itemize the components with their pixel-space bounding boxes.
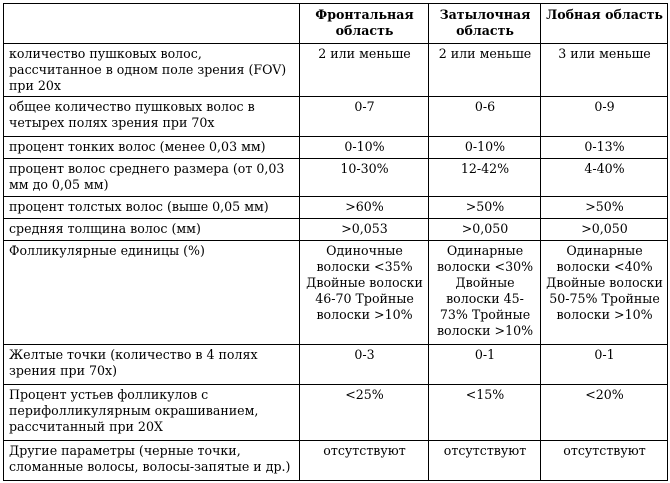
table-row — [4, 241, 668, 345]
row-label: Другие параметры (черные точки, сломанные волосы, волосы-запятые и др.) — [4, 441, 300, 481]
row-label: Фолликулярные единицы (%) — [4, 241, 300, 345]
cell-forehead: 3 или меньше — [541, 44, 668, 97]
cell-frontal: >60% — [300, 197, 429, 219]
cell-frontal: 2 или меньше — [300, 44, 429, 97]
cell-frontal: >0,053 — [300, 219, 429, 241]
cell-occipital: >0,050 — [429, 219, 541, 241]
row-label: средняя толщина волос (мм) — [4, 219, 300, 241]
table-row — [4, 159, 668, 197]
cell-occipital: >50% — [429, 197, 541, 219]
cell-frontal: 10-30% — [300, 159, 429, 197]
cell-occipital: 0-6 — [429, 97, 541, 137]
cell-forehead: 4-40% — [541, 159, 668, 197]
table-header-row — [4, 4, 668, 44]
row-label: процент тонких волос (менее 0,03 мм) — [4, 137, 300, 159]
cell-forehead: 0-1 — [541, 345, 668, 385]
row-label: количество пушковых волос, рассчитанное в одном поле зрения (FOV) при 20x — [4, 44, 300, 97]
table-row — [4, 219, 668, 241]
row-label: процент толстых волос (выше 0,05 мм) — [4, 197, 300, 219]
table-row — [4, 137, 668, 159]
cell-forehead: Одинарные волоски <40% Двойные волоски 50-75% Тройные волоски >10% — [541, 241, 668, 345]
row-label: Процент устьев фолликулов с перифолликулярным окрашиванием, рассчитанный при 20X — [4, 385, 300, 441]
cell-forehead: 0-13% — [541, 137, 668, 159]
cell-frontal: 0-10% — [300, 137, 429, 159]
cell-frontal: отсутствуют — [300, 441, 429, 481]
cell-frontal: Одиночные волоски <35% Двойные волоски 46-70 Тройные волоски >10% — [300, 241, 429, 345]
row-label: процент волос среднего размера (от 0,03 мм до 0,05 мм) — [4, 159, 300, 197]
cell-occipital: 2 или меньше — [429, 44, 541, 97]
table-row — [4, 345, 668, 385]
row-label: Желтые точки (количество в 4 полях зрения при 70x) — [4, 345, 300, 385]
table-row — [4, 97, 668, 137]
cell-forehead: 0-9 — [541, 97, 668, 137]
cell-forehead: >50% — [541, 197, 668, 219]
header-frontal: Фронтальная область — [300, 4, 429, 44]
cell-forehead: отсутствуют — [541, 441, 668, 481]
table-row — [4, 197, 668, 219]
cell-occipital: <15% — [429, 385, 541, 441]
table-row — [4, 385, 668, 441]
document-page — [3, 3, 667, 481]
cell-frontal: 0-7 — [300, 97, 429, 137]
hair-parameters-table — [3, 3, 668, 481]
cell-occipital: 0-1 — [429, 345, 541, 385]
cell-forehead: >0,050 — [541, 219, 668, 241]
cell-occipital: отсутствуют — [429, 441, 541, 481]
header-occipital: Затылочная область — [429, 4, 541, 44]
table-row — [4, 44, 668, 97]
cell-occipital: 0-10% — [429, 137, 541, 159]
header-parameter — [4, 4, 300, 44]
cell-occipital: Одинарные волоски <30% Двойные волоски 45-73% Тройные волоски >10% — [429, 241, 541, 345]
cell-occipital: 12-42% — [429, 159, 541, 197]
cell-frontal: 0-3 — [300, 345, 429, 385]
header-forehead: Лобная область — [541, 4, 668, 44]
cell-forehead: <20% — [541, 385, 668, 441]
table-row — [4, 441, 668, 481]
cell-frontal: <25% — [300, 385, 429, 441]
row-label: общее количество пушковых волос в четырех полях зрения при 70x — [4, 97, 300, 137]
